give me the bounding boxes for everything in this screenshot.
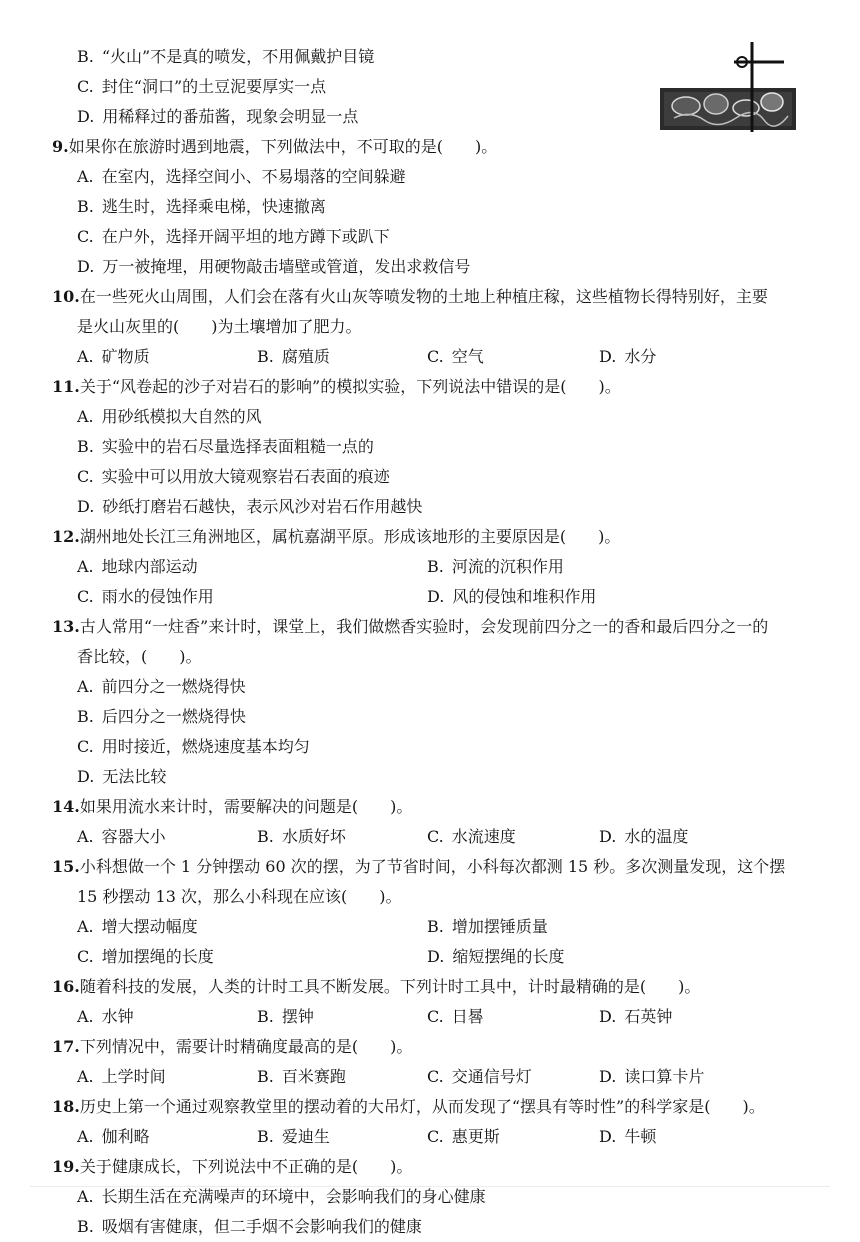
option-label: B. [77,1217,94,1236]
option-row [0,672,860,702]
answer-option[interactable] [77,402,262,432]
option-label: A. [77,677,94,696]
prev-question-option-row [0,42,860,72]
option-text: 在室内，选择空间小、不易塌落的空间躲避 [101,167,406,186]
answer-option[interactable] [77,762,166,792]
answer-option[interactable] [599,1122,656,1152]
option-label: A. [77,827,94,846]
answer-option[interactable] [77,102,358,132]
question-stem [0,1152,412,1182]
question-number: 17. [52,1037,80,1056]
option-row [0,762,860,792]
option-text: 增大摆动幅度 [101,917,198,936]
option-row [0,192,860,222]
option-row [0,252,860,282]
question-text: 如果你在旅游时遇到地震，下列做法中，不可取的是( )。 [68,137,498,156]
option-label: D. [599,1007,617,1026]
option-label: C. [77,737,94,756]
answer-option[interactable] [599,1062,704,1092]
option-row [0,432,860,462]
answer-option[interactable] [77,912,198,942]
question-number: 12. [52,527,80,546]
question-text: 随着科技的发展，人类的计时工具不断发展。下列计时工具中，计时最精确的是( )。 [79,977,701,996]
option-text: 空气 [451,347,484,366]
question-text: 如果用流水来计时，需要解决的问题是( )。 [79,797,413,816]
answer-option[interactable] [427,942,564,972]
question-number: 11. [52,377,80,396]
option-label: A. [77,407,94,426]
option-label: B. [77,47,94,66]
question-stem [0,972,700,1002]
option-label: B. [427,917,444,936]
question-text: 香比较，( )。 [77,647,202,666]
answer-option[interactable] [427,1002,484,1032]
answer-option[interactable] [257,1002,314,1032]
answer-option[interactable] [77,1122,150,1152]
question-stem [0,282,768,312]
question-stem-continued [0,882,401,912]
answer-option[interactable] [77,252,470,282]
option-row [0,342,860,372]
option-label: B. [257,1067,274,1086]
option-label: B. [257,1007,274,1026]
option-row [0,822,860,852]
option-label: B. [257,1127,274,1146]
answer-option[interactable] [427,582,596,612]
option-row [0,1002,860,1032]
answer-option[interactable] [77,492,422,522]
question-stem [0,372,621,402]
option-text: 地球内部运动 [101,557,198,576]
option-text: 交通信号灯 [451,1067,532,1086]
option-text: 摆钟 [281,1007,314,1026]
option-text: 缩短摆绳的长度 [452,947,565,966]
option-label: D. [599,1067,617,1086]
question-stem [0,132,497,162]
option-label: D. [77,767,95,786]
option-row [0,492,860,522]
option-text: 百米赛跑 [281,1067,346,1086]
question-stem-continued [0,312,362,342]
option-text: 用稀释过的番茄酱，现象会明显一点 [102,107,359,126]
answer-option[interactable] [77,672,246,702]
question-number: 10. [52,287,80,306]
prev-question-option-row [0,72,860,102]
option-label: C. [77,947,94,966]
answer-option[interactable] [77,822,166,852]
option-label: B. [77,437,94,456]
answer-option[interactable] [77,942,214,972]
answer-option[interactable] [257,822,346,852]
option-text: 石英钟 [624,1007,673,1026]
answer-option[interactable] [427,1062,532,1092]
option-text: 上学时间 [101,1067,166,1086]
question-text: 小科想做一个 1 分钟摆动 60 次的摆，为了节省时间，小科每次都测 15 秒。多次测量发现，这个摆 [79,857,786,876]
option-text: 容器大小 [101,827,166,846]
question-text: 湖州地处长江三角洲地区，属杭嘉湖平原。形成该地形的主要原因是( )。 [79,527,621,546]
option-text: 后四分之一燃烧得快 [101,707,246,726]
question-number: 16. [52,977,80,996]
option-text: 河流的沉积作用 [451,557,564,576]
option-text: 在户外，选择开阔平坦的地方蹲下或趴下 [101,227,390,246]
option-text: 前四分之一燃烧得快 [101,677,246,696]
question-number: 19. [52,1157,80,1176]
answer-option[interactable] [427,1122,500,1152]
option-text: 实验中的岩石尽量选择表面粗糙一点的 [101,437,374,456]
option-label: D. [599,347,617,366]
option-text: 日晷 [451,1007,484,1026]
option-label: B. [257,347,274,366]
question-stem [0,522,620,552]
option-label: C. [77,77,94,96]
answer-option[interactable] [77,162,406,192]
option-text: 用砂纸模拟大自然的风 [101,407,262,426]
option-text: 伽利略 [101,1127,150,1146]
option-label: C. [427,1127,444,1146]
answer-option[interactable] [77,462,390,492]
option-text: 爱迪生 [281,1127,330,1146]
option-row [0,402,860,432]
question-number: 9. [52,137,69,156]
question-stem [0,792,412,822]
option-text: 无法比较 [102,767,167,786]
option-text: 风的侵蚀和堆积作用 [452,587,597,606]
option-label: A. [77,557,94,576]
question-number: 13. [52,617,80,636]
option-row [0,462,860,492]
option-text: 封住“洞口”的土豆泥要厚实一点 [101,77,327,96]
prev-question-option-row [0,102,860,132]
question-number: 15. [52,857,80,876]
answer-option[interactable] [77,192,326,222]
answer-option[interactable] [77,42,374,72]
option-label: D. [599,827,617,846]
answer-option[interactable] [77,432,374,462]
answer-option[interactable] [77,342,150,372]
option-label: A. [77,917,94,936]
question-text: 关于健康成长，下列说法中不正确的是( )。 [79,1157,413,1176]
option-row [0,702,860,732]
option-text: 惠更斯 [451,1127,500,1146]
answer-option[interactable] [427,552,564,582]
option-row [0,552,860,582]
option-row [0,942,860,972]
option-label: D. [427,947,445,966]
option-label: C. [77,467,94,486]
option-label: B. [427,557,444,576]
answer-option[interactable] [77,72,326,102]
question-stem [0,1092,765,1122]
answer-option[interactable] [599,1002,672,1032]
answer-option[interactable] [77,732,310,762]
option-text: 增加摆锤质量 [451,917,548,936]
page-bottom-rule [30,1186,830,1187]
question-text: 下列情况中，需要计时精确度最高的是( )。 [79,1037,413,1056]
option-row [0,1212,860,1242]
question-text: 古人常用“一炷香”来计时，课堂上，我们做燃香实验时，会发现前四分之一的香和最后四分之一的 [79,617,769,636]
option-label: A. [77,1067,94,1086]
option-row [0,1122,860,1152]
answer-option[interactable] [77,1002,134,1032]
option-row [0,162,860,192]
question-text: 历史上第一个通过观察教堂里的摆动着的大吊灯，从而发现了“摆具有等时性”的科学家是( )。 [79,1097,765,1116]
option-text: 逃生时，选择乘电梯，快速撤离 [101,197,326,216]
answer-option[interactable] [77,582,214,612]
option-row [0,912,860,942]
question-text: 是火山灰里的( )为土壤增加了肥力。 [77,317,362,336]
answer-option[interactable] [77,222,390,252]
option-label: D. [599,1127,617,1146]
answer-option[interactable] [257,1062,346,1092]
option-label: B. [257,827,274,846]
question-number: 14. [52,797,80,816]
option-text: 万一被掩埋，用硬物敲击墙壁或管道，发出求救信号 [102,257,471,276]
question-text: 在一些死火山周围，人们会在落有火山灰等喷发物的土地上种植庄稼，这些植物长得特别好，主要 [79,287,768,306]
answer-option[interactable] [77,1062,166,1092]
option-text: 牛顿 [624,1127,657,1146]
answer-option[interactable] [257,1122,330,1152]
option-text: 读口算卡片 [624,1067,705,1086]
option-text: 水流速度 [451,827,516,846]
option-text: 吸烟有害健康，但二手烟不会影响我们的健康 [101,1217,422,1236]
option-text: 用时接近，燃烧速度基本均匀 [101,737,310,756]
option-row [0,1062,860,1092]
option-row [0,222,860,252]
option-label: C. [77,227,94,246]
option-text: 长期生活在充满噪声的环境中，会影响我们的身心健康 [101,1187,486,1206]
option-label: D. [77,497,95,516]
answer-option[interactable] [77,552,198,582]
question-stem [0,852,785,882]
option-label: A. [77,1007,94,1026]
option-text: 水分 [624,347,657,366]
option-label: D. [77,107,95,126]
option-label: C. [427,1007,444,1026]
option-label: C. [427,1067,444,1086]
question-stem [0,612,768,642]
option-text: 水质好坏 [281,827,346,846]
option-label: D. [77,257,95,276]
answer-option[interactable] [77,1212,422,1242]
answer-option[interactable] [427,822,516,852]
option-row [0,582,860,612]
answer-option[interactable] [77,702,246,732]
option-text: 增加摆绳的长度 [101,947,214,966]
answer-option[interactable] [257,342,330,372]
option-label: A. [77,1127,94,1146]
answer-option[interactable] [599,342,656,372]
option-label: A. [77,347,94,366]
option-label: C. [427,827,444,846]
option-text: 雨水的侵蚀作用 [101,587,214,606]
question-stem-continued [0,642,202,672]
option-text: 矿物质 [101,347,150,366]
question-text: 15 秒摆动 13 次，那么小科现在应该( )。 [77,887,402,906]
option-label: C. [77,587,94,606]
option-row [0,732,860,762]
option-text: 水的温度 [624,827,689,846]
question-text: 关于“风卷起的沙子对岩石的影响”的模拟实验，下列说法中错误的是( )。 [79,377,621,396]
option-label: A. [77,167,94,186]
answer-option[interactable] [427,342,484,372]
option-text: 砂纸打磨岩石越快，表示风沙对岩石作用越快 [102,497,423,516]
option-label: C. [427,347,444,366]
answer-option[interactable] [599,822,688,852]
option-label: A. [77,1187,94,1206]
question-number: 18. [52,1097,80,1116]
question-stem [0,1032,412,1062]
option-text: “火山”不是真的喷发，不用佩戴护目镜 [101,47,375,66]
option-text: 实验中可以用放大镜观察岩石表面的痕迹 [101,467,390,486]
answer-option[interactable] [427,912,548,942]
option-text: 水钟 [101,1007,134,1026]
option-label: D. [427,587,445,606]
option-label: B. [77,197,94,216]
option-text: 腐殖质 [281,347,330,366]
option-label: B. [77,707,94,726]
